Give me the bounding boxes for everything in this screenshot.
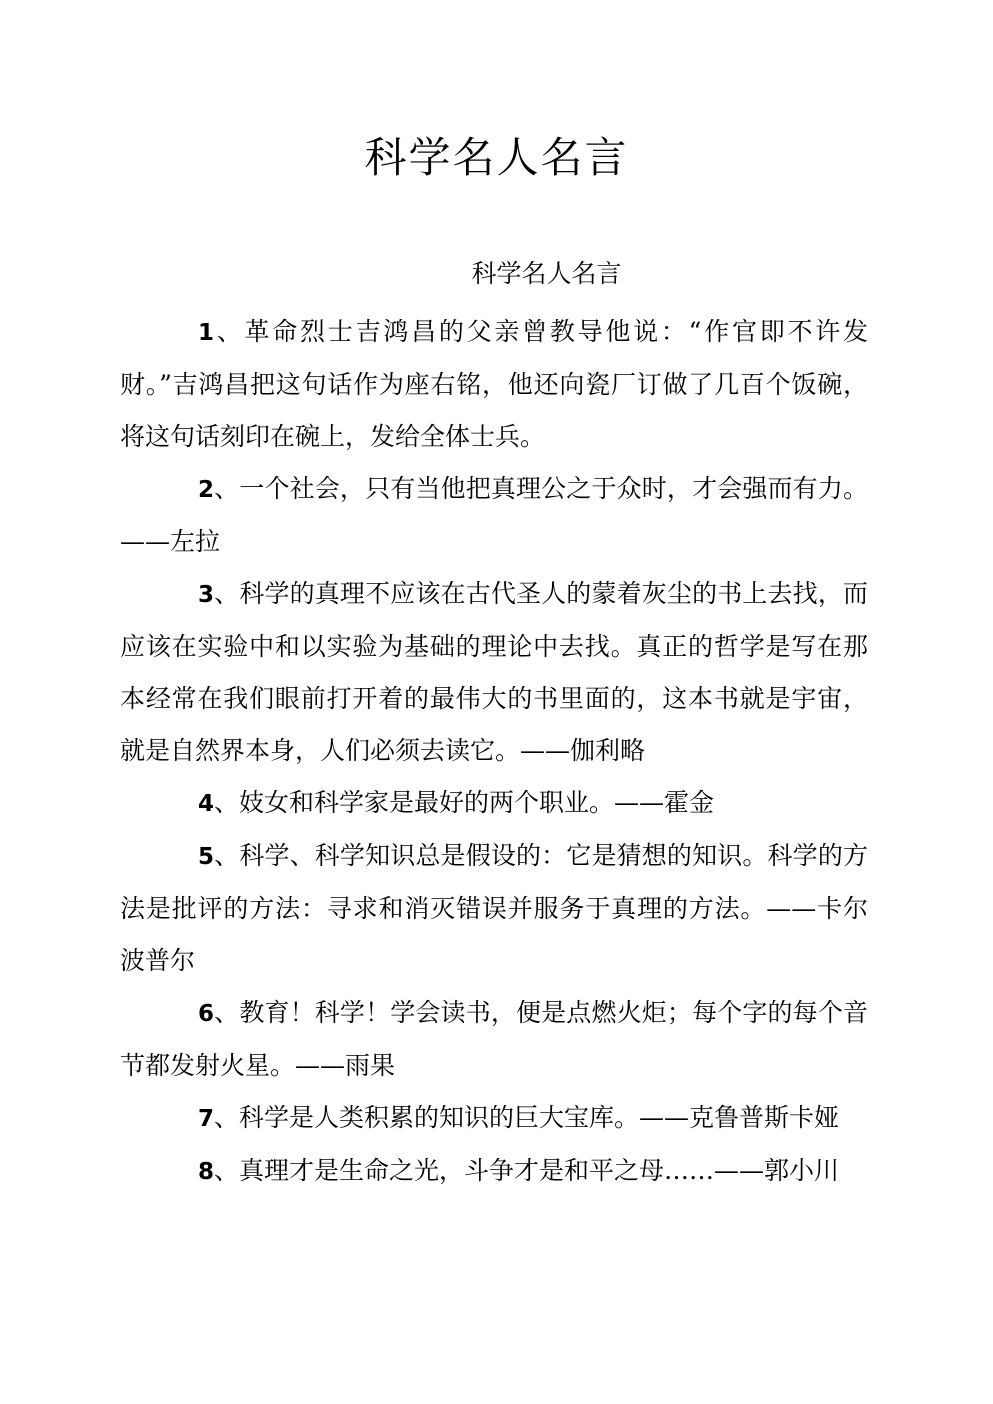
quote-number: 7 [198,1106,215,1132]
quote-number: 4 [198,791,215,817]
quote-number: 8 [198,1159,215,1185]
quote-list [120,306,868,1198]
document-subtitle: 科学名人名言 [471,259,622,288]
quote-item-3 [120,568,868,777]
quote-number: 1 [198,320,215,346]
quote-text: 、妓女和科学家是最好的两个职业。——霍金 [214,788,715,817]
quote-number: 6 [198,1001,215,1027]
quote-text: 、科学、科学知识总是假设的：它是猜想的知识。科学的方法是批评的方法：寻求和消灭错误并服务于真理的方法。——卡尔波普尔 [120,841,868,975]
quote-text: 、真理才是生命之光，斗争才是和平之母……——郭小川 [214,1156,840,1185]
quote-text: 、科学的真理不应该在古代圣人的蒙着灰尘的书上去找，而应该在实验中和以实验为基础的理论中去找。真正的哲学是写在那本经常在我们眼前打开着的最伟大的书里面的，这本书就是宇宙，就是自然界本身，人们必须去读它。——伽利略 [120,579,868,765]
quote-item-1 [120,306,868,463]
document-title: 科学名人名言 [364,133,629,182]
quote-number: 5 [198,844,215,870]
quote-text: 、科学是人类积累的知识的巨大宝库。——克鲁普斯卡娅 [214,1103,840,1132]
quote-item-7 [120,1092,868,1145]
quote-item-6 [120,987,868,1092]
quote-text: 、教育！科学！学会读书，便是点燃火炬；每个字的每个音节都发射火星。——雨果 [120,998,868,1080]
quote-item-8 [120,1145,868,1198]
quote-item-4 [120,777,868,830]
quote-text: 、革命烈士吉鸿昌的父亲曾教导他说：“作官即不许发财。”吉鸿昌把这句话作为座右铭，他还向瓷厂订做了几百个饭碗，将这句话刻印在碗上，发给全体士兵。 [120,317,868,451]
quote-text: 、一个社会，只有当他把真理公之于众时，才会强而有力。——左拉 [120,474,868,556]
quote-item-2 [120,463,868,568]
quote-number: 3 [198,582,215,608]
quote-item-5 [120,830,868,987]
quote-number: 2 [198,477,215,503]
